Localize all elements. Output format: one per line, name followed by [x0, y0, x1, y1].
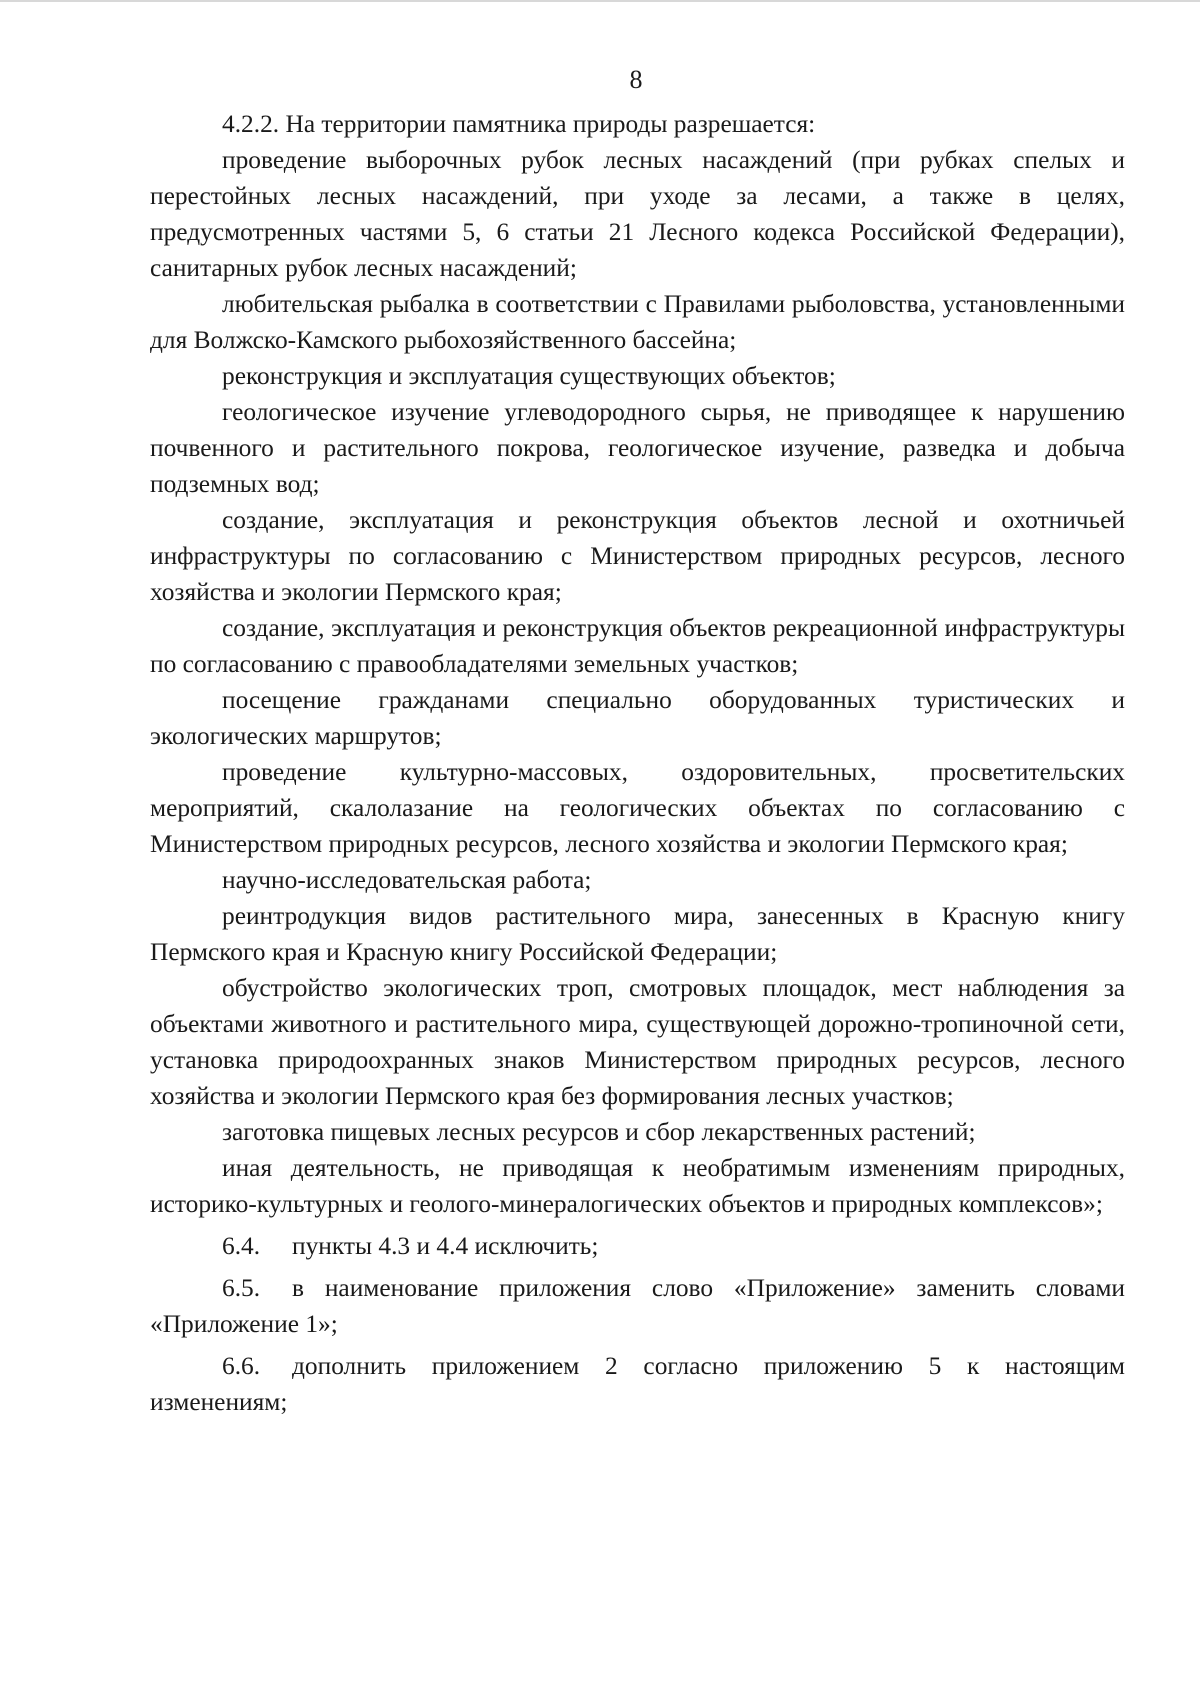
- allowed-activity-geology: геологическое изучение углеводородного сырья, не приводящее к нарушению почвенного и растительного покрова, геологическое изучение, разведка и добыча подземных вод;: [150, 398, 1125, 498]
- numbered-item: [150, 1348, 1125, 1420]
- allowed-activity-fishing: любительская рыбалка в соответствии с Правилами рыболовства, установленными для Волжско-Камского рыбохозяйственного бассейна;: [150, 290, 1125, 354]
- allowed-activity-forest-infrastructure: создание, эксплуатация и реконструкция объектов лесной и охотничьей инфраструктуры по согласованию с Министерством природных ресурсов, лесного хозяйства и экологии Пермского края;: [150, 506, 1125, 606]
- item-text: пункты 4.3 и 4.4 исключить;: [292, 1232, 599, 1260]
- scan-edge: [0, 0, 1200, 2]
- allowed-activity-reconstruction: реконструкция и эксплуатация существующих объектов;: [222, 362, 836, 390]
- item-text: в наименование приложения слово «Приложение» заменить словами «Приложение 1»;: [150, 1274, 1125, 1338]
- document-body: [150, 106, 1125, 1420]
- allowed-activity-other: иная деятельность, не приводящая к необратимым изменениям природных, историко-культурных и геолого-минералогических объектов и природных комплексов»;: [150, 1154, 1125, 1218]
- numbered-item: [150, 1228, 1125, 1264]
- item-number: 6.4.: [222, 1232, 261, 1260]
- allowed-activity-trails: обустройство экологических троп, смотровых площадок, мест наблюдения за объектами животного и растительного мира, существующей дорожно-тропиночной сети, установка природоохранных знаков Министерством природных ресурсов, лесного хозяйства и экологии Пермского края без формирования лесных участков;: [150, 974, 1125, 1110]
- item-number: 6.5.: [222, 1274, 261, 1302]
- page-number: 8: [629, 65, 643, 94]
- allowed-activity-reintroduction: реинтродукция видов растительного мира, занесенных в Красную книгу Пермского края и Красную книгу Российской Федерации;: [150, 902, 1125, 966]
- allowed-activity-recreation-infrastructure: создание, эксплуатация и реконструкция объектов рекреационной инфраструктуры по согласованию с правообладателями земельных участков;: [150, 614, 1125, 678]
- allowed-activity-logging: проведение выборочных рубок лесных насаждений (при рубках спелых и перестойных лесных насаждений, при уходе за лесами, а также в целях, предусмотренных частями 5, 6 статьи 21 Лесного кодекса Российской Федерации), санитарных рубок лесных насаждений;: [150, 146, 1125, 282]
- clause-4-2-2-heading: 4.2.2. На территории памятника природы разрешается:: [222, 110, 816, 138]
- allowed-activity-research: научно-исследовательская работа;: [222, 866, 592, 894]
- allowed-activity-harvesting: заготовка пищевых лесных ресурсов и сбор лекарственных растений;: [222, 1118, 976, 1146]
- allowed-activity-events: проведение культурно-массовых, оздоровительных, просветительских мероприятий, скалолазание на геологических объектах по согласованию с Министерством природных ресурсов, лесного хозяйства и экологии Пермского края;: [150, 758, 1125, 858]
- item-text: дополнить приложением 2 согласно приложению 5 к настоящим изменениям;: [150, 1352, 1125, 1416]
- item-number: 6.6.: [222, 1352, 261, 1380]
- numbered-item: [150, 1270, 1125, 1342]
- allowed-activity-routes: посещение гражданами специально оборудованных туристических и экологических маршрутов;: [150, 686, 1125, 750]
